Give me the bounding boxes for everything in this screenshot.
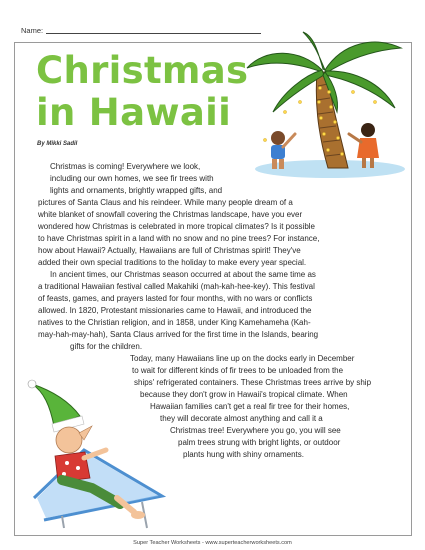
article-line: including our own homes, we see fir trees with — [50, 174, 214, 183]
title-line-1: Christmas — [36, 49, 249, 92]
footer-credit: Super Teacher Worksheets - www.superteacherworksheets.com — [133, 540, 292, 546]
article-line: because they don't grow in Hawaii's tropical climate. When — [140, 390, 348, 399]
article-line: plants hung with shiny ornaments. — [183, 450, 304, 459]
byline: By Mikki Sadil — [37, 141, 78, 147]
article-line: to have Christmas spirit in a land with no snow and no pine trees? For instance, — [38, 234, 320, 243]
article-line: of feasts, games, and prayers lasted for four months, with no wars or conflicts — [38, 294, 313, 303]
article-line: Hawaiian families can't get a real fir tree for their homes, — [150, 402, 350, 411]
article-line: gifts for the children. — [70, 342, 143, 351]
article-line: ships' refrigerated containers. These Christmas trees arrive by ship — [134, 378, 372, 387]
title-line-2: in Hawaii — [36, 91, 232, 134]
article-line: white blanket of snowfall covering the Christmas landscape, have you ever — [38, 210, 303, 219]
article-line: Christmas is coming! Everywhere we look, — [50, 162, 201, 171]
article-line: pictures of Santa Claus and his reindeer. While many people dream of a — [38, 198, 293, 207]
article-line: how about Hawaii? Actually, Hawaiians are full of Christmas spirit! They've — [38, 246, 301, 255]
article-line: a traditional Hawaiian festival called Makahiki (mah-kah-hee-key). This festival — [38, 282, 315, 291]
article-line: wondered how Christmas is celebrated in more tropical climates? Is it possible — [38, 222, 316, 231]
article-line: In ancient times, our Christmas season occurred at about the same time as — [50, 270, 316, 279]
article-line: Christmas tree! Everywhere you go, you will see — [170, 426, 341, 435]
article-line: to wait for different kinds of fir trees to be unloaded from the — [132, 366, 344, 375]
elf-beach-chair-illustration — [22, 378, 177, 530]
article-line: they will decorate almost anything and call it a — [160, 414, 323, 423]
article-line: may-hah-may-hah), Santa Claus arrived for the first time in the Islands, bearing — [38, 330, 319, 339]
article-line: natives to the Christian religion, and in 1858, under King Kamehameha (Kah- — [38, 318, 311, 327]
page-title — [36, 50, 248, 134]
article-line: Today, many Hawaiians line up on the docks early in December — [130, 354, 355, 363]
name-label: Name: — [21, 26, 44, 35]
article-line: palm trees strung with bright lights, or outdoor — [178, 438, 341, 447]
article-line: lights and ornaments, brightly wrapped gifts, and — [50, 186, 223, 195]
palm-tree-illustration — [225, 30, 410, 180]
article-line: allowed. In 1820, Protestant missionaries came to Hawaii, and introduced the — [38, 306, 312, 315]
article-line: added their own special traditions to the holiday to make every year special. — [38, 258, 307, 267]
